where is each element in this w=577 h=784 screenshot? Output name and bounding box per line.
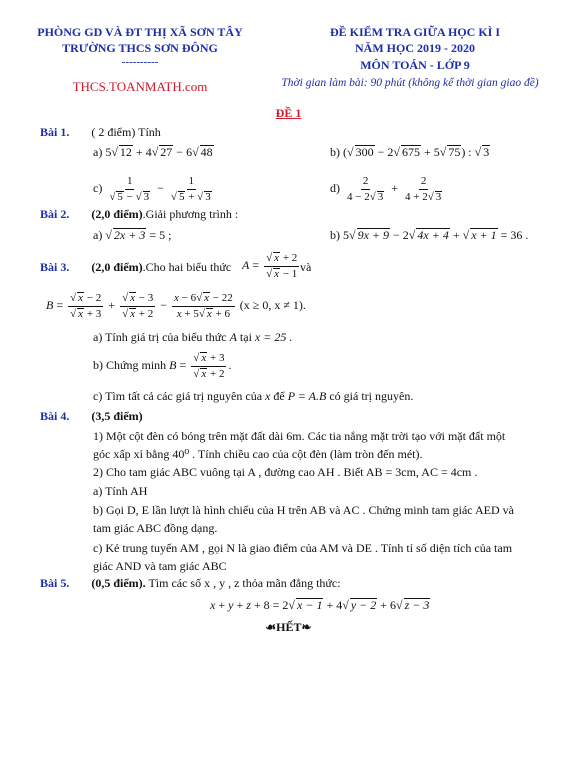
bai1-b: b) (√ 300 − 2√ 675 + 5√ 75) : √ 3: [330, 145, 490, 159]
school-department: PHÒNG GD VÀ ĐT THỊ XÃ SƠN TÂY: [37, 25, 243, 39]
bai3-and: và: [300, 260, 312, 274]
bai1-c: c) $\frac{1}{√ 5 - √ 3}$ − $\frac{1}{√ 5 + √ 3}$: [93, 175, 211, 203]
end-marker: ☙HẾT❧: [265, 620, 312, 634]
bai1-heading: [40, 125, 161, 140]
bai4-heading: Bài 4. (3,5 điểm): [40, 409, 143, 423]
bai1-d: d) $\frac{2}{4 - 2√ 3}$ + $\frac{2}{4 + 2√ 3}$: [330, 175, 442, 203]
bai4-part2a: a) Tính AH: [93, 484, 148, 498]
bai4-part2b: b) Gọi D, E lần lượt là hình chiếu của H trên AB và AC . Chứng minh tam giác AED và tam giác ABC đồng dạng.: [93, 503, 514, 535]
header-dashes: ----------: [121, 56, 159, 68]
bai2-b: b) 5√ 9x + 9 − 2√ 4x + 4 + √ x + 1 = 36 .: [330, 228, 529, 242]
bai3-expr-a: A = $\frac{√ x + 2}{√ x - 1}$: [242, 252, 298, 280]
right-ornament-icon: ❧: [301, 620, 312, 634]
bai3-b: b) Chứng minh B = $\frac{√ x + 3}{√ x + 2}$ .: [93, 352, 232, 380]
left-ornament-icon: ☙: [265, 620, 277, 634]
bai2-heading: Bài 2. (2,0 điểm).Giải phương trình :: [40, 207, 239, 221]
subject: MÔN TOÁN - LỚP 9: [360, 58, 470, 72]
bai3-c: c) Tìm tất cả các giá trị nguyên của x để P = A.B có giá trị nguyên.: [93, 389, 414, 403]
bai1-points: ( 2 điểm): [91, 125, 136, 139]
exam-code: ĐỀ 1: [275, 106, 302, 120]
bai5-equation: x + y + z + 8 = 2√ x − 1 + 4√ y − 2 + 6√ z − 3: [210, 598, 430, 612]
time-note: Thời gian làm bài: 90 phút (không kể thời gian giao đề): [281, 77, 539, 89]
bai3-heading: Bài 3. (2,0 điểm).Cho hai biểu thức: [40, 260, 232, 274]
school-name: TRƯỜNG THCS SƠN ĐÔNG: [62, 41, 218, 55]
bai4-part1: 1) Một cột đèn có bóng trên mặt đất dài 6m. Các tia nắng mặt trời tạo với mặt đất một góc xấp xỉ bằng 40⁰ . Tính chiều cao của cột đèn (làm tròn đến mét).: [93, 429, 506, 461]
bai1-a: a) 5√ 12 + 4√ 27 − 6√ 48: [93, 145, 213, 159]
bai4-part2c: c) Kẻ trung tuyến AM , gọi N là giao điểm của AM và DE . Tính tỉ số diện tích của tam giác AND và tam giác ABC: [93, 541, 513, 573]
bai3-a: a) Tính giá trị của biểu thức A tại x = 25 .: [93, 330, 293, 344]
website-link[interactable]: THCS.TOANMATH.com: [72, 79, 208, 94]
bai1-title: Tính: [135, 125, 161, 139]
bai5-heading: Bài 5. (0,5 điểm). Tìm các số x , y , z thỏa mãn đẳng thức:: [40, 576, 341, 590]
bai1-label: Bài 1.: [40, 125, 70, 139]
school-year: NĂM HỌC 2019 - 2020: [355, 41, 475, 55]
bai3-expr-b: B = $\frac{√ x - 2}{√ x + 3}$ + $\frac{√ x - 3}{√ x + 2}$ − $\frac{x - 6√ x - 22}{x + 5√ x + 6}$ (x ≥ 0, x ≠ 1).: [46, 292, 306, 320]
bai4-part2: 2) Cho tam giác ABC vuông tại A , đường cao AH . Biết AB = 3cm, AC = 4cm .: [93, 465, 478, 479]
exam-title: ĐỀ KIỂM TRA GIỮA HỌC KÌ I: [329, 25, 501, 39]
bai2-a: a) √ 2x + 3 = 5 ;: [93, 228, 172, 242]
